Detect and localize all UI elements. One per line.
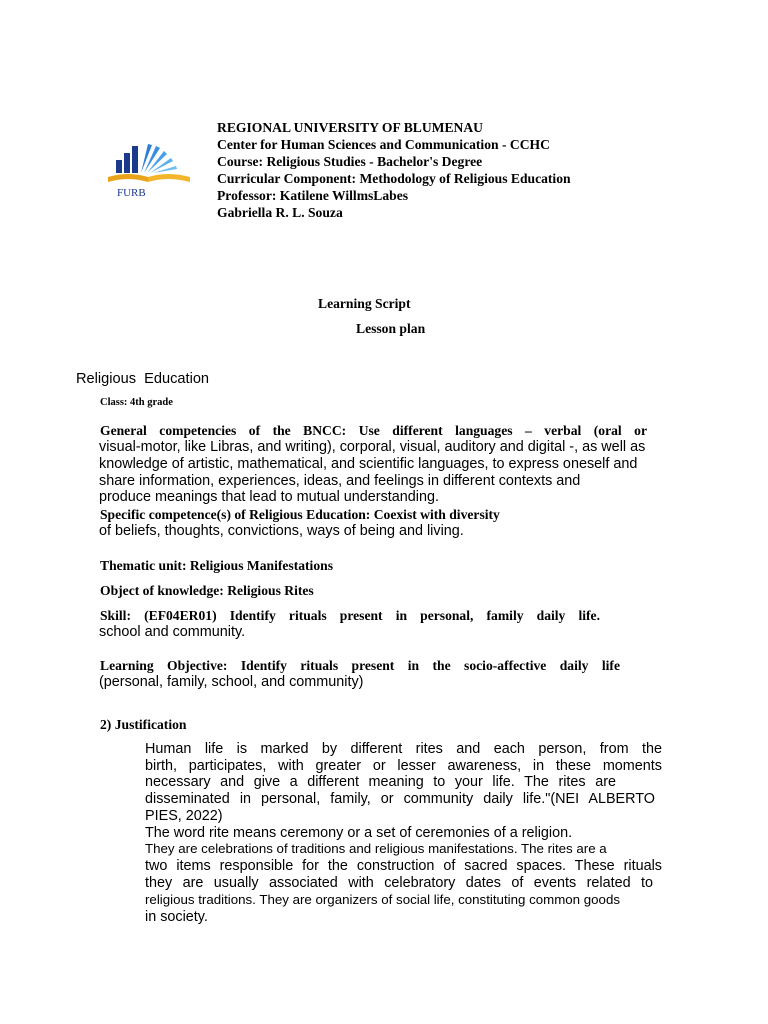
learning-objective-label: Learning Objective: Identify rituals present in the socio-affective daily life <box>100 658 620 673</box>
specific-competence-line: of beliefs, thoughts, convictions, ways of being and living. <box>99 523 464 539</box>
general-competencies-line: knowledge of artistic, mathematical, and scientific languages, to express oneself and <box>99 456 638 472</box>
justification-line: two items responsible for the construction of sacred spaces. These rituals <box>145 858 662 874</box>
title-learning-script: Learning Script <box>318 296 411 311</box>
justification-line: The word rite means ceremony or a set of ceremonies of a religion. <box>145 825 573 841</box>
center-name: Center for Human Sciences and Communication - CCHC <box>217 137 550 152</box>
justification-line: they are usually associated with celebratory dates of events related to <box>145 875 653 891</box>
justification-line: disseminated in personal, family, or community daily life."(NEI ALBERTO <box>145 791 655 807</box>
justification-line: PIES, 2022) <box>145 808 223 824</box>
author-line: Gabriella R. L. Souza <box>217 205 343 220</box>
subject-heading: Religious Education <box>76 371 210 387</box>
component-line: Curricular Component: Methodology of Religious Education <box>217 171 571 186</box>
furb-logo <box>104 140 198 202</box>
learning-objective-line: (personal, family, school, and community) <box>99 674 364 690</box>
title-lesson-plan: Lesson plan <box>356 321 426 336</box>
thematic-unit: Thematic unit: Religious Manifestations <box>100 558 333 573</box>
general-competencies-label: General competencies of the BNCC: Use different languages – verbal (oral or <box>100 423 647 438</box>
general-competencies-line: produce meanings that lead to mutual understanding. <box>99 489 440 505</box>
general-competencies-line: share information, experiences, ideas, and feelings in different contexts and <box>99 473 581 489</box>
skill-label: Skill: (EF04ER01) Identify rituals present in personal, family daily life. <box>100 608 600 623</box>
skill-line: school and community. <box>99 624 246 640</box>
general-competencies-line: visual-motor, like Libras, and writing), corporal, visual, auditory and digital -, as well as <box>99 439 646 455</box>
furb-logo-text: FURB <box>117 187 146 199</box>
course-line: Course: Religious Studies - Bachelor's Degree <box>217 154 483 169</box>
justification-line: They are celebrations of traditions and religious manifestations. The rites are a <box>145 841 607 856</box>
justification-line: birth, participates, with greater or lesser awareness, in these moments <box>145 758 662 774</box>
university-name: REGIONAL UNIVERSITY OF BLUMENAU <box>217 120 483 135</box>
professor-line: Professor: Katilene WillmsLabes <box>217 188 409 203</box>
specific-competence-label: Specific competence(s) of Religious Education: Coexist with diversity <box>100 507 500 522</box>
justification-line: necessary and give a different meaning to your life. The rites are <box>145 774 616 790</box>
justification-heading: 2) Justification <box>100 717 187 732</box>
class-line: Class: 4th grade <box>100 397 173 408</box>
justification-line: in society. <box>145 909 208 925</box>
justification-line: religious traditions. They are organizers of social life, constituting common goods <box>145 892 620 907</box>
justification-line: Human life is marked by different rites and each person, from the <box>145 741 662 757</box>
object-of-knowledge: Object of knowledge: Religious Rites <box>100 583 314 598</box>
